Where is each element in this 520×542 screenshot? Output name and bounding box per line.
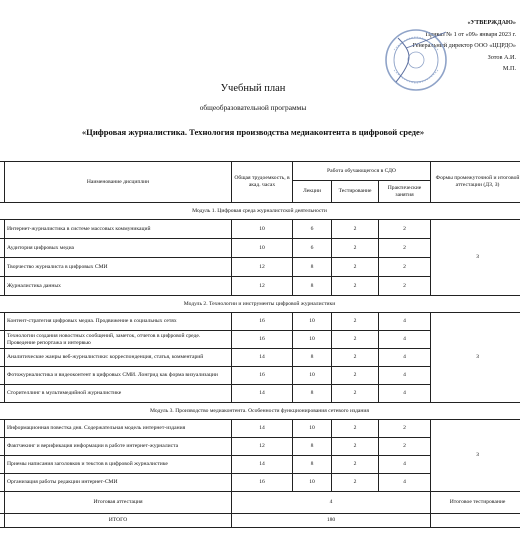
discipline-name: Журналистика данных xyxy=(5,277,232,296)
lecture-hours: 10 xyxy=(293,367,332,385)
testing-hours: 2 xyxy=(332,456,379,474)
lecture-hours: 10 xyxy=(293,474,332,492)
discipline-name: Аналитические жанры веб-журналистики: корреспонденция, статья, комментарий xyxy=(5,349,232,367)
total-row xyxy=(0,514,520,528)
discipline-name: Фотожурналистика и видеоконтент в цифровых СМИ. Лонгрид как форма визуализации xyxy=(5,367,232,385)
testing-hours: 2 xyxy=(332,474,379,492)
testing-hours: 2 xyxy=(332,258,379,277)
total-hours-header: Общая трудоемкость, в акад. часах xyxy=(232,162,293,203)
discipline-name: Информационная повестка дня. Содержательная модель интернет-издания xyxy=(5,420,232,438)
lecture-hours: 6 xyxy=(293,220,332,239)
lecture-hours: 10 xyxy=(293,331,332,349)
discipline-name: Интернет-журналистика в системе массовых коммуникаций xyxy=(5,220,232,239)
discipline-name: Технологии создания новостных сообщений, заметок, отчетов в цифровой среде. Проведение репортажа и интервью xyxy=(5,331,232,349)
lecture-hours: 10 xyxy=(293,420,332,438)
final-attestation-hours: 4 xyxy=(232,492,431,514)
module-row xyxy=(0,296,520,313)
lecture-hours: 8 xyxy=(293,277,332,296)
practice-hours: 2 xyxy=(379,220,431,239)
total-hours: 16 xyxy=(232,313,293,331)
practice-hours: 2 xyxy=(379,420,431,438)
practice-hours: 4 xyxy=(379,474,431,492)
practice-hours: 4 xyxy=(379,385,431,403)
testing-hours: 2 xyxy=(332,220,379,239)
discipline-name: Сторителлинг в мультимедийной журналистике xyxy=(5,385,232,403)
total-hours: 14 xyxy=(232,349,293,367)
total-hours: 14 xyxy=(232,456,293,474)
lectures-header: Лекции xyxy=(293,181,332,203)
module-row xyxy=(0,203,520,220)
total-hours: 10 xyxy=(232,220,293,239)
testing-hours: 2 xyxy=(332,331,379,349)
practice-hours: 4 xyxy=(379,367,431,385)
module-title: Модуль 3. Производство медиаконтента. Особенности функционирования сетевого издания xyxy=(0,403,520,420)
testing-header: Тестирование xyxy=(332,181,379,203)
program-title: «Цифровая журналистика. Технология производства медиаконтента в цифровой среде» xyxy=(81,127,425,137)
total-hours: 10 xyxy=(232,239,293,258)
practice-hours: 4 xyxy=(379,313,431,331)
final-attestation-row xyxy=(0,492,520,514)
discipline-row xyxy=(0,313,520,331)
discipline-name: Организация работы редакции интернет-СМИ xyxy=(5,474,232,492)
curriculum-table xyxy=(0,161,520,528)
lecture-hours: 6 xyxy=(293,239,332,258)
curriculum-body xyxy=(0,203,520,528)
sdo-work-header: Работа обучающегося в СДО xyxy=(293,162,431,181)
testing-hours: 2 xyxy=(332,313,379,331)
total-hours: 14 xyxy=(232,385,293,403)
lecture-hours: 8 xyxy=(293,385,332,403)
total-empty-cell xyxy=(431,514,520,528)
discipline-row xyxy=(0,220,520,239)
discipline-name: Контент-стратегия цифровых медиа. Продвижение в социальных сетях xyxy=(5,313,232,331)
module-attestation: З xyxy=(431,220,520,296)
total-hours-value: 180 xyxy=(232,514,431,528)
approval-signer: Зотов А.И. xyxy=(487,53,516,61)
practice-hours: 4 xyxy=(379,331,431,349)
attestation-forms-header: Формы промежуточной и итоговой аттестации (ДЗ, З) xyxy=(431,162,520,203)
testing-hours: 2 xyxy=(332,367,379,385)
lecture-hours: 10 xyxy=(293,313,332,331)
discipline-name: Фактчекинг и верификация информации в работе интернет-журналиста xyxy=(5,438,232,456)
module-title: Модуль 2. Технологии и инструменты цифровой журналистики xyxy=(0,296,520,313)
total-hours: 16 xyxy=(232,331,293,349)
testing-hours: 2 xyxy=(332,420,379,438)
module-attestation: З xyxy=(431,313,520,403)
approval-heading: «УТВЕРЖДАЮ» xyxy=(467,19,516,26)
testing-hours: 2 xyxy=(332,438,379,456)
discipline-name: Аудитория цифровых медиа xyxy=(5,239,232,258)
total-hours: 16 xyxy=(232,474,293,492)
final-attestation-label: Итоговая аттестация xyxy=(5,492,232,514)
lecture-hours: 8 xyxy=(293,258,332,277)
approval-order: Приказ № 1 от «09» января 2023 г. xyxy=(425,30,516,38)
testing-hours: 2 xyxy=(332,239,379,258)
lecture-hours: 8 xyxy=(293,456,332,474)
practice-hours: 2 xyxy=(379,258,431,277)
discipline-column-header: Наименование дисциплин xyxy=(5,162,232,203)
practice-hours: 2 xyxy=(379,277,431,296)
total-hours: 14 xyxy=(232,420,293,438)
practice-hours: 2 xyxy=(379,239,431,258)
practice-hours: 4 xyxy=(379,456,431,474)
testing-hours: 2 xyxy=(332,349,379,367)
discipline-row xyxy=(0,420,520,438)
practice-hours: 2 xyxy=(379,438,431,456)
total-hours: 12 xyxy=(232,438,293,456)
document-subtitle: общеобразовательной программы xyxy=(199,103,307,112)
practice-header: Практические занятия xyxy=(379,181,431,203)
discipline-name: Приемы написания заголовков и текстов в цифровой журналистике xyxy=(5,456,232,474)
approval-position: Генеральный директор ООО «ЦЦРДО» xyxy=(412,42,516,50)
module-attestation: З xyxy=(431,420,520,492)
module-title: Модуль 1. Цифровая среда журналистской деятельности xyxy=(0,203,520,220)
total-hours: 16 xyxy=(232,367,293,385)
total-hours: 12 xyxy=(232,258,293,277)
practice-hours: 4 xyxy=(379,349,431,367)
testing-hours: 2 xyxy=(332,277,379,296)
document-title: Учебный план xyxy=(220,83,286,94)
approval-stamp-place: М.П. xyxy=(502,65,516,73)
total-label: ИТОГО xyxy=(5,514,232,528)
testing-hours: 2 xyxy=(332,385,379,403)
discipline-name: Творчество журналиста в цифровых СМИ xyxy=(5,258,232,277)
module-row xyxy=(0,403,520,420)
final-attestation-form: Итоговое тестирование xyxy=(431,492,520,514)
lecture-hours: 8 xyxy=(293,438,332,456)
lecture-hours: 8 xyxy=(293,349,332,367)
total-hours: 12 xyxy=(232,277,293,296)
